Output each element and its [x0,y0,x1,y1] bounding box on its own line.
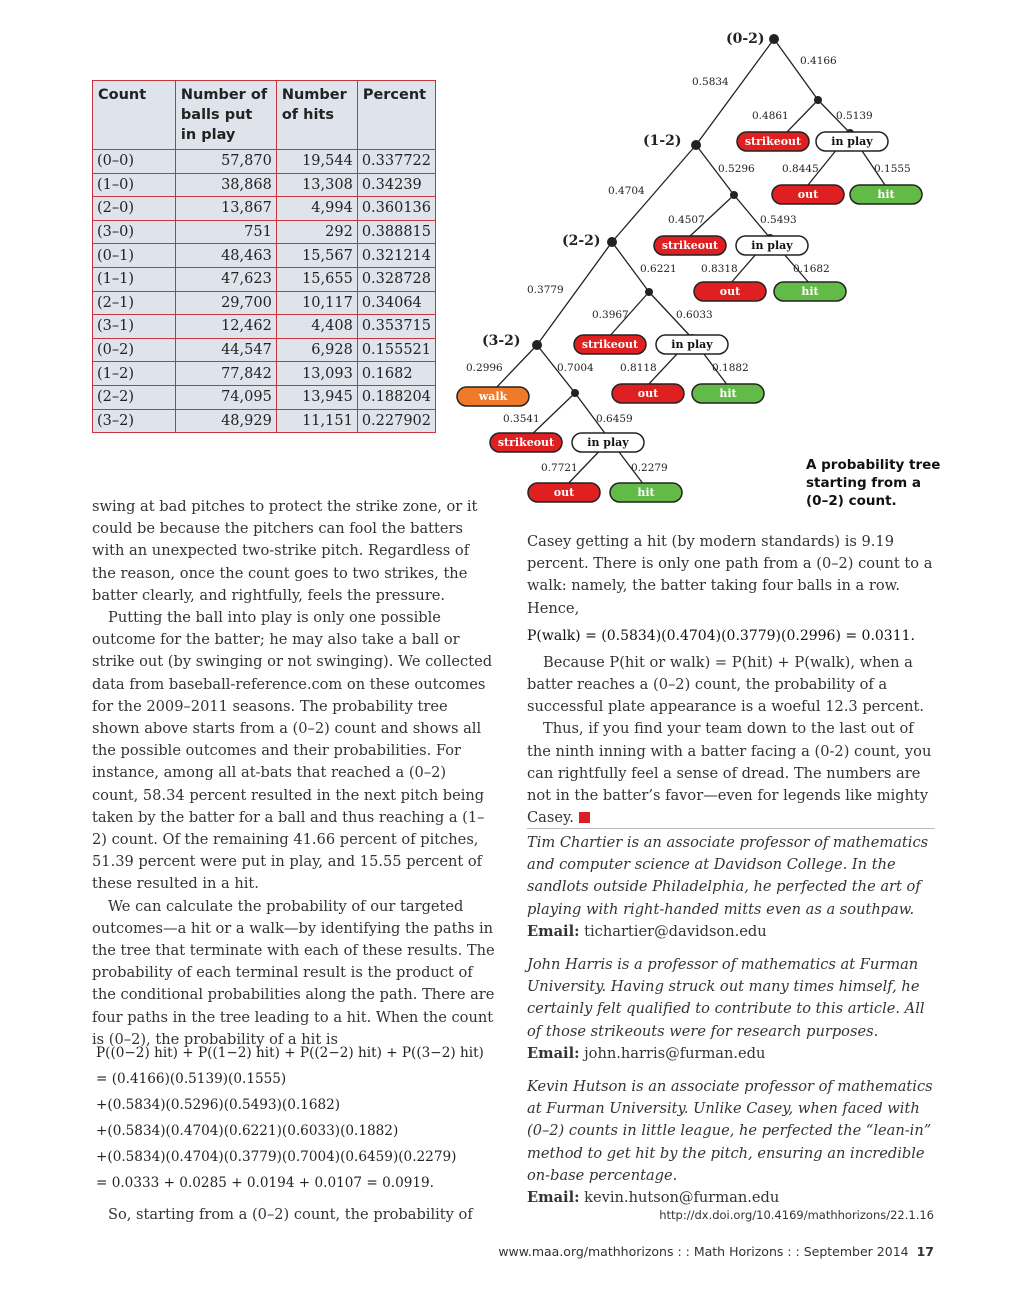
table-row [93,220,436,244]
cell-balls-in-play: 44,547 [175,338,276,362]
equation-line: P((0−2) hit) + P((1−2) hit) + P((2−2) hit) + P((3−2) hit) [96,1045,484,1061]
label-hit: hit [801,285,819,298]
equation-line: +(0.5834)(0.4704)(0.3779)(0.7004)(0.6459)(0.2279) [96,1149,457,1165]
prob-label: 0.7721 [541,462,578,474]
cell-balls-in-play: 13,867 [175,197,276,221]
equation-line: = (0.4166)(0.5139)(0.1555) [96,1071,287,1087]
paragraph: Putting the ball into play is only one possible outcome for the batter; he may also take a ball or strike out (by swinging or not swinging). We collected data from baseball-reference.com on these outcomes for the 2009–2011 seasons. The probability tree shown above starts from a (0–2) count and shows all the possible outcomes and their probabilities. For instance, among all at-bats that reached a (0–2) count, 58.34 percent resulted in the next pitch being taken by the batter for a ball and thus reaching a (1–2) count. Of the remaining 41.66 percent of pitches, 51.39 percent were put in play, and 15.55 percent of these resulted in a hit. [92,609,493,893]
prob-label: 0.6459 [596,413,633,425]
email-label: Email: [527,1189,580,1207]
author-bios [527,832,937,1209]
node-0-2 [769,34,779,44]
probability-labels [466,55,911,474]
cell-balls-in-play: 12,462 [175,315,276,339]
header-hits: Number of hits [276,81,357,150]
prob-label: 0.4507 [668,214,705,226]
bio-email-row [527,1187,937,1209]
closing-sentence: So, starting from a (0–2) count, the probability of [108,1206,473,1223]
prob-label: 0.4166 [800,55,837,67]
prob-label: 0.3779 [527,284,564,296]
cell-hits: 4,408 [276,315,357,339]
node-swing-0-2 [814,96,822,104]
cell-percent: 0.1682 [357,362,435,386]
label-in-play: in play [831,135,873,148]
node-swing-2-2 [645,288,653,296]
count-label-3-2: (3-2) [482,333,521,349]
cell-hits: 13,945 [276,385,357,409]
table-row [93,244,436,268]
node-2-2 [607,237,617,247]
cell-count: (0–1) [93,244,176,268]
footer-text: www.maa.org/mathhorizons : : Math Horizons : : September 2014 [498,1244,909,1259]
cell-count: (0–0) [93,150,176,174]
cell-count: (1–1) [93,267,176,291]
cell-hits: 10,117 [276,291,357,315]
label-strikeout: strikeout [581,338,639,351]
cell-balls-in-play: 74,095 [175,385,276,409]
prob-label: 0.1882 [712,362,749,374]
cell-count: (0–2) [93,338,176,362]
cell-percent: 0.227902 [357,409,435,433]
probability-tree [450,20,950,510]
cell-balls-in-play: 48,929 [175,409,276,433]
prob-label: 0.8118 [620,362,657,374]
cell-count: (3–0) [93,220,176,244]
cell-hits: 292 [276,220,357,244]
cell-balls-in-play: 751 [175,220,276,244]
walk-equation: P(walk) = (0.5834)(0.4704)(0.3779)(0.2996) = 0.0311. [527,627,915,644]
label-hit: hit [637,486,655,499]
cell-percent: 0.388815 [357,220,435,244]
cell-hits: 13,308 [276,173,357,197]
cell-hits: 13,093 [276,362,357,386]
cell-percent: 0.337722 [357,150,435,174]
prob-label: 0.3967 [592,309,629,321]
node-1-2 [691,140,701,150]
cell-count: (3–2) [93,409,176,433]
label-out: out [637,387,659,400]
prob-label: 0.8318 [701,263,738,275]
label-in-play: in play [671,338,713,351]
prob-label: 0.5296 [718,163,755,175]
email-harris[interactable]: john.harris@furman.edu [584,1044,766,1062]
paragraph: Casey getting a hit (by modern standards) is 9.19 percent. There is only one path from a (0–2) count to a walk: namely, the batter taking four balls in a row. Hence, [527,533,933,617]
page-footer [498,1244,934,1259]
right-column-text [527,531,937,829]
cell-hits: 11,151 [276,409,357,433]
label-strikeout: strikeout [661,239,719,252]
table-row [93,291,436,315]
label-in-play: in play [587,436,629,449]
email-label: Email: [527,922,580,940]
table-row [93,197,436,221]
cell-hits: 19,544 [276,150,357,174]
bio-harris: John Harris is a professor of mathematics at Furman University. Having struck out many times himself, he certainly felt qualified to contribute to this article. All of those strikeouts were for research purposes. [527,956,925,1040]
label-strikeout: strikeout [744,135,802,148]
cell-percent: 0.34064 [357,291,435,315]
hit-probability-equation [96,1040,484,1196]
prob-label: 0.7004 [557,362,594,374]
prob-label: 0.8445 [782,163,819,175]
label-out: out [719,285,741,298]
prob-label: 0.5139 [836,110,873,122]
table-row [93,267,436,291]
end-mark-icon [579,812,590,823]
label-in-play: in play [751,239,793,252]
bio-chartier: Tim Chartier is an associate professor of mathematics and computer science at Davidson College. In the sandlots outside Philadelphia, he perfected the art of playing with right-handed mitts even as a southpaw. [527,834,929,918]
cell-percent: 0.34239 [357,173,435,197]
cell-count: (1–0) [93,173,176,197]
paragraph-with-end-mark [527,718,937,829]
left-column-text [92,496,496,1051]
cell-hits: 4,994 [276,197,357,221]
prob-label: 0.5834 [692,76,729,88]
cell-balls-in-play: 38,868 [175,173,276,197]
bio-hutson: Kevin Hutson is an associate professor of mathematics at Furman University. Unlike Casey, when faced with (0–2) counts in little league, he perfected the “lean-in” method to get hit by the pitch, ensuring an incredible on-base percentage. [527,1078,933,1184]
email-chartier[interactable]: tichartier@davidson.edu [584,922,767,940]
header-balls-in-play: Number of balls put in play [175,81,276,150]
prob-label: 0.5493 [760,214,797,226]
paragraph: We can calculate the probability of our targeted outcomes—a hit or a walk—by identifying the paths in the tree that terminate with each of these results. The probability of each terminal result is the product of the conditional probabilities along the path. There are four paths in the tree leading to a hit. When the count is (0–2), the probability of a hit is [92,897,495,1048]
prob-label: 0.2279 [631,462,668,474]
node-3-2 [532,340,542,350]
paragraph: swing at bad pitches to protect the strike zone, or it could be because the pitchers can fool the batters with an unexpected two-strike pitch. Regardless of the reason, once the count goes to two strikes, the batter clearly, and rightfully, feels the pressure. [92,498,478,604]
node-swing-3-2 [571,389,579,397]
cell-count: (2–2) [93,385,176,409]
prob-label: 0.2996 [466,362,503,374]
table-body [93,150,436,433]
count-label-1-2: (1-2) [643,133,682,149]
divider [527,828,935,829]
header-percent: Percent [357,81,435,150]
email-label: Email: [527,1044,580,1062]
count-label-0-2: (0-2) [726,31,765,47]
paragraph: Because P(hit or walk) = P(hit) + P(walk), when a batter reaches a (0–2) count, the probability of a successful plate appearance is a woeful 12.3 percent. [527,653,925,716]
prob-label: 0.6221 [640,263,677,275]
label-out: out [553,486,575,499]
prob-label: 0.1555 [874,163,911,175]
equation-line: +(0.5834)(0.5296)(0.5493)(0.1682) [96,1097,341,1113]
prob-label: 0.3541 [503,413,540,425]
tree-caption: A probability tree starting from a (0–2) count. [806,457,941,509]
cell-percent: 0.155521 [357,338,435,362]
table-row [93,150,436,174]
table-row [93,385,436,409]
node-swing-1-2 [730,191,738,199]
bio-email-row [527,1043,937,1065]
prob-label: 0.4861 [752,110,789,122]
prob-label: 0.4704 [608,185,645,197]
paragraph: Thus, if you find your team down to the last out of the ninth inning with a batter facing a (0-2) count, you can rightfully feel a sense of dread. The numbers are not in the batter’s favor—even for legends like mighty Casey. [527,720,932,827]
bio-email-row [527,921,937,943]
table-row [93,409,436,433]
cell-balls-in-play: 57,870 [175,150,276,174]
table-header-row [93,81,436,150]
cell-percent: 0.353715 [357,315,435,339]
cell-count: (2–1) [93,291,176,315]
table-row [93,362,436,386]
cell-percent: 0.328728 [357,267,435,291]
cell-count: (1–2) [93,362,176,386]
prob-label: 0.6033 [676,309,713,321]
table-row [93,315,436,339]
cell-hits: 15,655 [276,267,357,291]
email-hutson[interactable]: kevin.hutson@furman.edu [584,1189,780,1207]
label-hit: hit [719,387,737,400]
cell-count: (2–0) [93,197,176,221]
cell-balls-in-play: 47,623 [175,267,276,291]
label-strikeout: strikeout [497,436,555,449]
cell-balls-in-play: 29,700 [175,291,276,315]
equation-line: +(0.5834)(0.4704)(0.6221)(0.6033)(0.1882) [96,1123,399,1139]
table-row [93,173,436,197]
cell-percent: 0.321214 [357,244,435,268]
count-stats-table [92,80,436,433]
table-row [93,338,436,362]
cell-percent: 0.188204 [357,385,435,409]
cell-balls-in-play: 48,463 [175,244,276,268]
label-hit: hit [877,188,895,201]
count-label-2-2: (2-2) [562,233,601,249]
label-walk: walk [478,390,508,403]
header-count: Count [93,81,176,150]
prob-label: 0.1682 [793,263,830,275]
cell-hits: 6,928 [276,338,357,362]
page-number: 17 [916,1244,934,1259]
label-out: out [797,188,819,201]
doi-link[interactable]: http://dx.doi.org/10.4169/mathhorizons/22.1.16 [659,1208,934,1222]
cell-hits: 15,567 [276,244,357,268]
cell-balls-in-play: 77,842 [175,362,276,386]
cell-count: (3–1) [93,315,176,339]
cell-percent: 0.360136 [357,197,435,221]
equation-line: = 0.0333 + 0.0285 + 0.0194 + 0.0107 = 0.0919. [96,1175,434,1191]
